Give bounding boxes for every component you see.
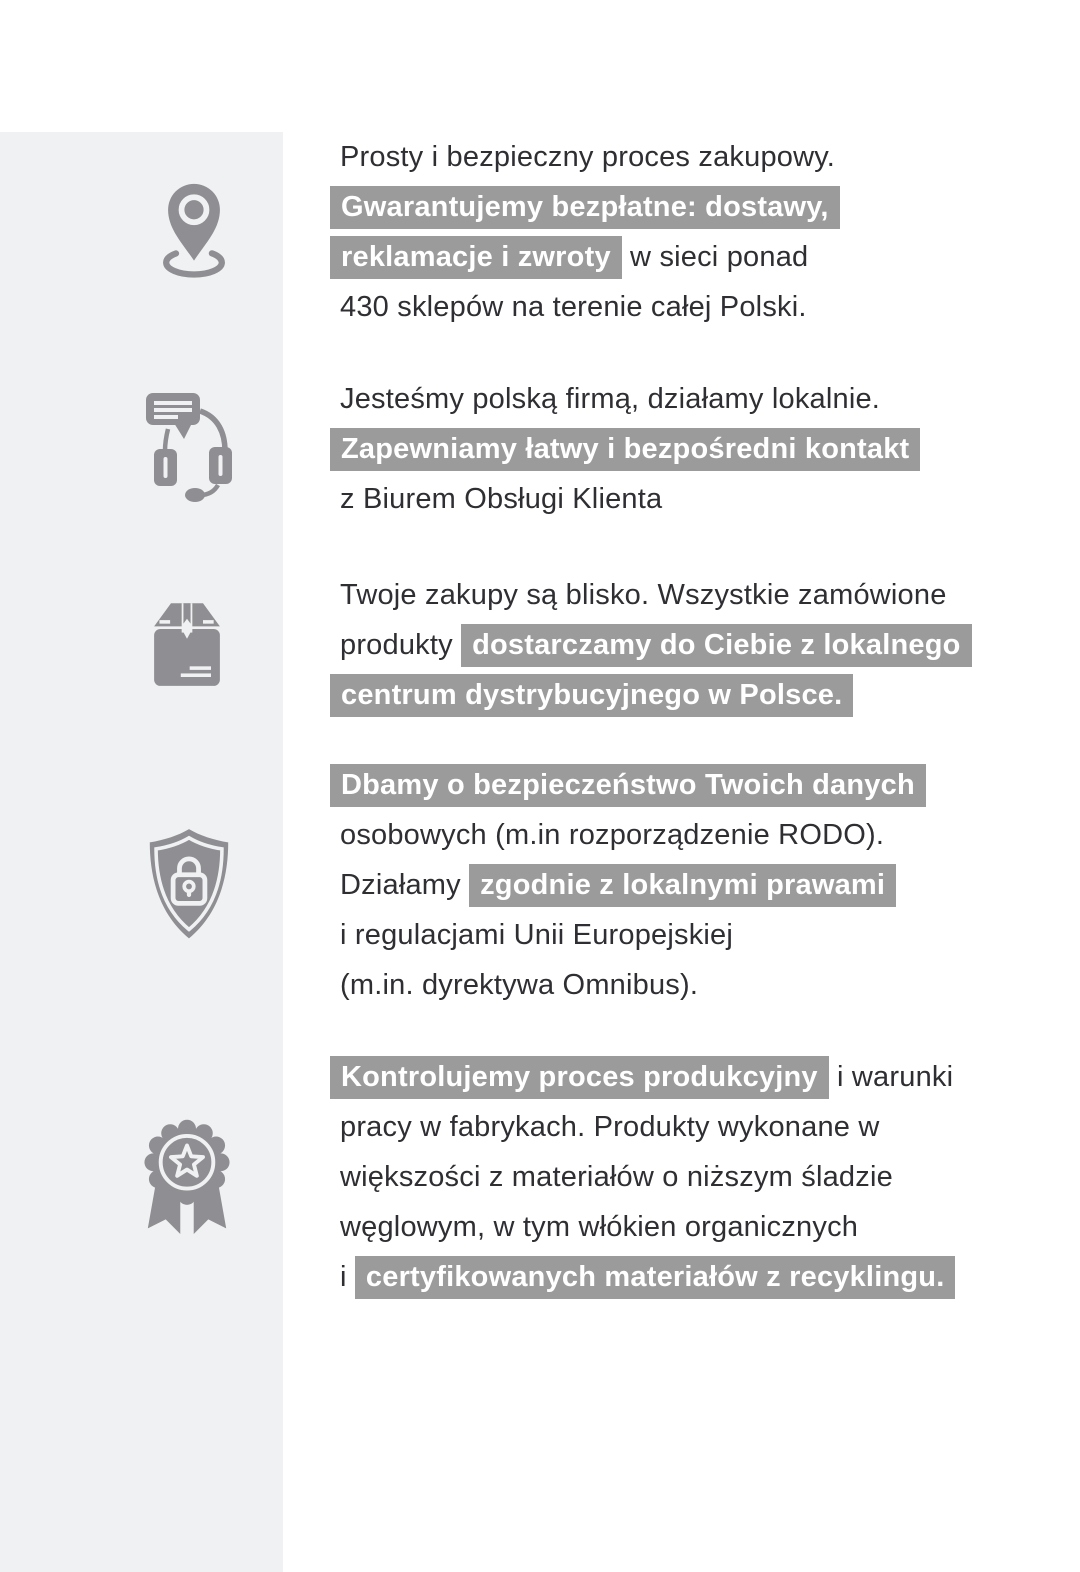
benefit-section-local-distribution [0, 570, 1080, 720]
plain-text: osobowych (m.in rozporządzenie RODO). [340, 818, 885, 851]
icon-cell [0, 180, 283, 284]
benefit-text-delivery-network [283, 132, 840, 332]
text-line [330, 282, 840, 332]
text-line [330, 424, 920, 474]
icon-cell [0, 393, 283, 505]
highlighted-text: Zapewniamy łatwy i bezpośredni kontakt [330, 428, 920, 471]
icon-cell [0, 826, 283, 945]
plain-text: (m.in. dyrektywa Omnibus). [340, 968, 699, 1001]
plain-text: Jesteśmy polską firmą, działamy lokalnie. [340, 382, 881, 415]
plain-text: większości z materiałów o niższym śladzie [340, 1160, 893, 1193]
award-badge-icon [131, 1113, 243, 1241]
location-pin-icon [146, 180, 242, 284]
plain-text: Działamy [340, 868, 470, 901]
icon-cell [0, 1113, 283, 1241]
text-line [330, 670, 972, 720]
shield-lock-icon [136, 826, 242, 945]
text-line [330, 132, 840, 182]
plain-text: i regulacjami Unii Europejskiej [340, 918, 734, 951]
plain-text: w sieci ponad [621, 240, 809, 273]
text-line [330, 182, 840, 232]
text-line [330, 960, 926, 1010]
plain-text: Twoje zakupy są blisko. Wszystkie zamówione [340, 578, 947, 611]
highlighted-text: certyfikowanych materiałów z recyklingu. [355, 1256, 956, 1299]
highlighted-text: centrum dystrybucyjnego w Polsce. [330, 674, 853, 717]
text-line [330, 1202, 955, 1252]
plain-text: produkty [340, 628, 462, 661]
customer-service-headset-icon [138, 393, 238, 505]
benefit-section-customer-service [0, 374, 1080, 524]
benefit-text-local-distribution [283, 570, 972, 720]
highlighted-text: Gwarantujemy bezpłatne: dostawy, [330, 186, 840, 229]
plain-text: pracy w fabrykach. Produkty wykonane w [340, 1110, 880, 1143]
icon-cell [0, 597, 283, 693]
plain-text: Prosty i bezpieczny proces zakupowy. [340, 140, 836, 173]
highlighted-text: Kontrolujemy proces produkcyjny [330, 1056, 829, 1099]
highlighted-text: dostarczamy do Ciebie z lokalnego [461, 624, 971, 667]
store-benefits-infographic [0, 132, 1080, 1302]
text-line [330, 860, 926, 910]
benefit-text-production-quality [283, 1052, 955, 1302]
text-line [330, 232, 840, 282]
plain-text: i [340, 1260, 355, 1293]
package-icon [147, 597, 227, 693]
text-line [330, 1252, 955, 1302]
benefit-section-production-quality [0, 1052, 1080, 1302]
text-line [330, 1052, 955, 1102]
benefit-section-delivery-network [0, 132, 1080, 332]
text-line [330, 760, 926, 810]
plain-text: węglowym, w tym włókien organicznych [340, 1210, 859, 1243]
benefit-text-data-security [283, 760, 926, 1010]
text-line [330, 374, 920, 424]
plain-text: z Biurem Obsługi Klienta [340, 482, 663, 515]
benefit-section-data-security [0, 760, 1080, 1010]
text-line [330, 1152, 955, 1202]
plain-text: 430 sklepów na terenie całej Polski. [340, 290, 807, 323]
highlighted-text: zgodnie z lokalnymi prawami [469, 864, 896, 907]
text-line [330, 810, 926, 860]
text-line [330, 910, 926, 960]
benefit-text-customer-service [283, 374, 920, 524]
highlighted-text: Dbamy o bezpieczeństwo Twoich danych [330, 764, 926, 807]
text-line [330, 570, 972, 620]
text-line [330, 474, 920, 524]
text-line [330, 1102, 955, 1152]
highlighted-text: reklamacje i zwroty [330, 236, 622, 279]
plain-text: i warunki [828, 1060, 954, 1093]
text-line [330, 620, 972, 670]
